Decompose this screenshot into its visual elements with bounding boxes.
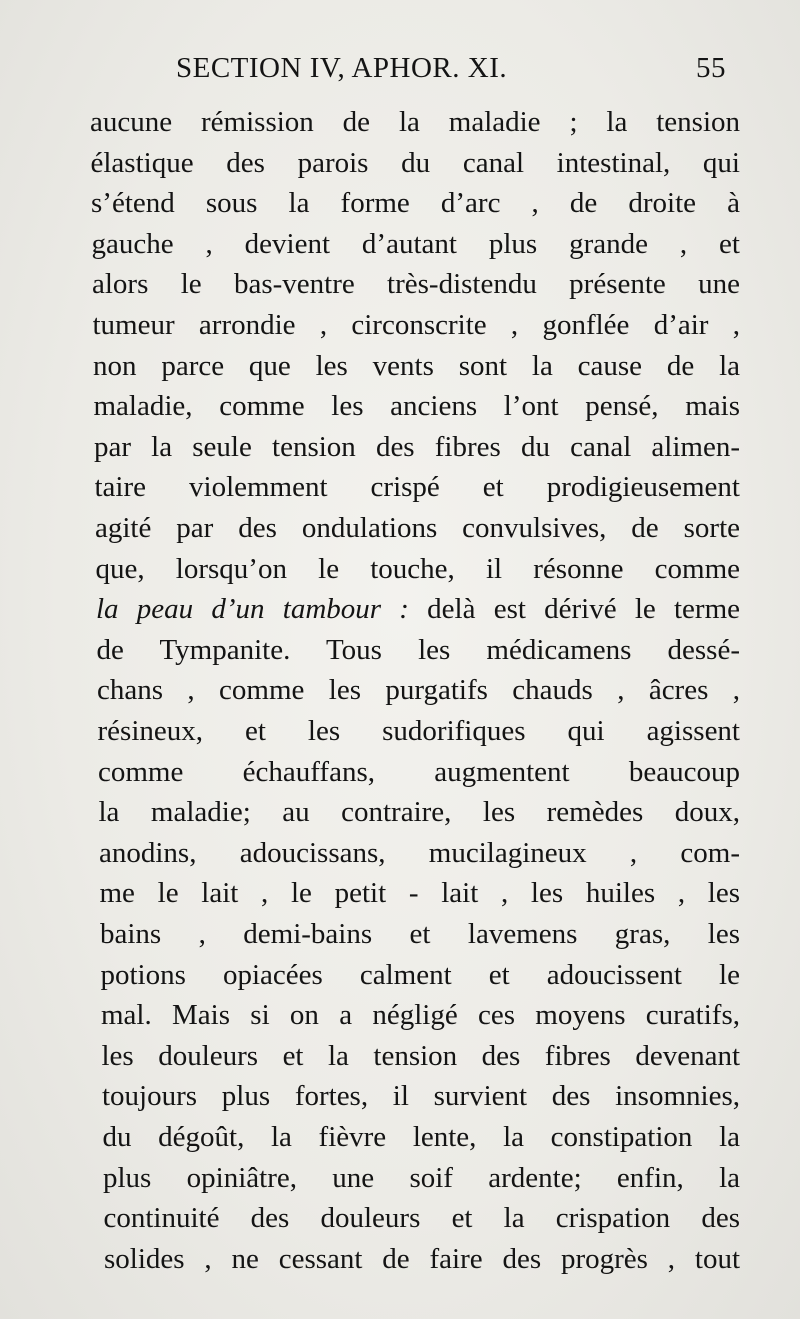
text-line: de Tympanite. Tous les médicamens dessé- xyxy=(96,633,740,666)
text-line: solides , ne cessant de faire des progrès , tout xyxy=(104,1242,740,1275)
text-line: par la seule tension des fibres du canal alimen- xyxy=(94,430,740,463)
text-line: aucune rémission de la maladie ; la tension xyxy=(90,106,740,138)
line-rest: delà est dérivé le terme xyxy=(408,593,740,626)
text-line: continuité des douleurs et la crispation des xyxy=(103,1202,740,1235)
text-line: la maladie; au contraire, les remèdes doux, xyxy=(98,796,740,829)
page-number: 55 xyxy=(696,52,726,84)
running-title: SECTION IV, APHOR. XI. xyxy=(176,52,508,84)
text-line: me le lait , le petit - lait , les huiles , les xyxy=(99,877,740,910)
text-line: anodins, adoucissans, mucilagineux , com- xyxy=(99,836,740,869)
text-line: agité par des ondulations convulsives, de sorte xyxy=(95,512,740,544)
page-header xyxy=(88,52,726,92)
italic-phrase: la peau d’un tambour : xyxy=(96,593,409,626)
text-line: mal. Mais si on a négligé ces moyens curatifs, xyxy=(101,999,740,1032)
text-line: que, lorsqu’on le touche, il résonne comme xyxy=(95,552,740,585)
text-line: toujours plus fortes, il survient des insomnies, xyxy=(102,1080,740,1113)
text-line: chans , comme les purgatifs chauds , âcres , xyxy=(97,674,740,707)
text-line: alors le bas-ventre très-distendu présente une xyxy=(92,268,740,301)
text-line: du dégoût, la fièvre lente, la constipation la xyxy=(102,1121,740,1153)
text-line: élastique des parois du canal intestinal, qui xyxy=(90,146,740,179)
text-line: s’étend sous la forme d’arc , de droite à xyxy=(91,187,740,220)
text-line: taire violemment crispé et prodigieusement xyxy=(94,471,740,504)
text-line: non parce que les vents sont la cause de la xyxy=(93,349,740,382)
text-line: potions opiacées calment et adoucissent le xyxy=(100,958,740,991)
text-line: plus opiniâtre, une soif ardente; enfin, la xyxy=(103,1161,740,1194)
text-line: les douleurs et la tension des fibres devenant xyxy=(101,1039,740,1072)
text-line: résineux, et les sudorifiques qui agissent xyxy=(97,715,740,747)
text-line: maladie, comme les anciens l’ont pensé, mais xyxy=(93,390,740,423)
text-line: gauche , devient d’autant plus grande , et xyxy=(91,227,740,260)
text-line: bains , demi-bains et lavemens gras, les xyxy=(100,918,740,950)
text-line xyxy=(96,589,740,629)
text-line: comme échauffans, augmentent beaucoup xyxy=(98,755,740,788)
text-line: tumeur arrondie , circonscrite , gonflée d’air , xyxy=(92,309,740,341)
